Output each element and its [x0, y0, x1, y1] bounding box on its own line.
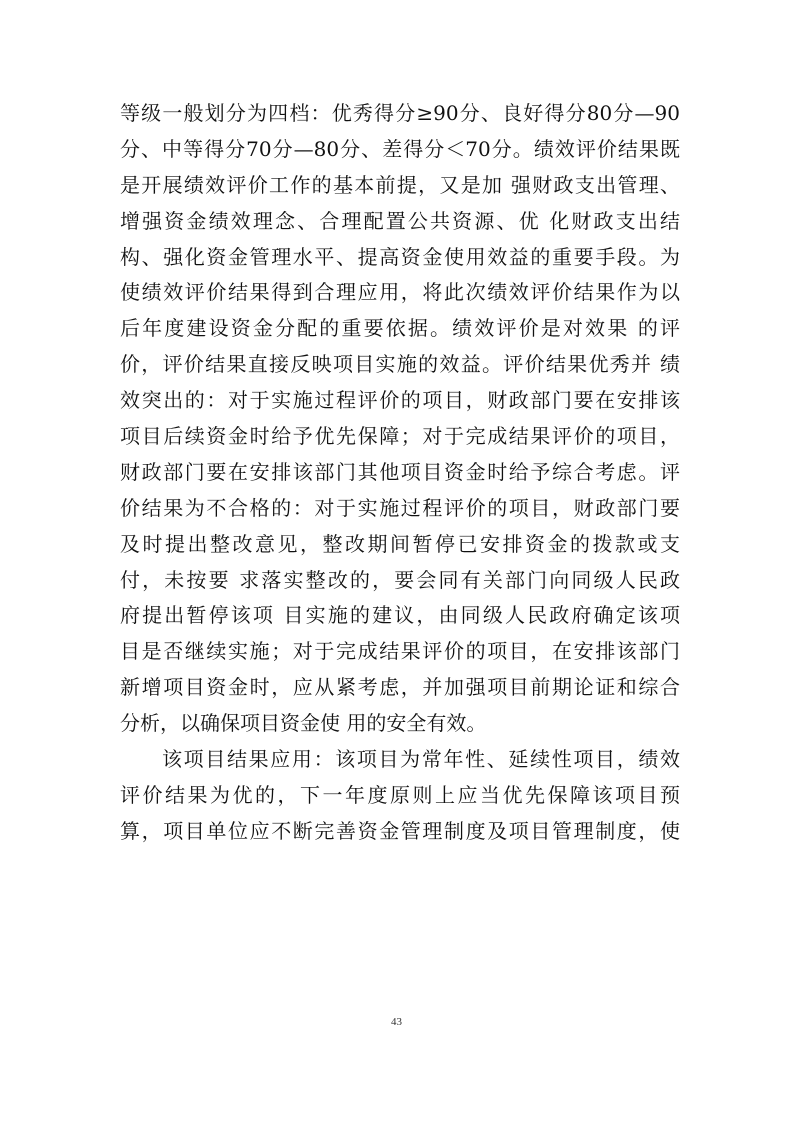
- text-line: 使绩效评价结果得到合理应用，将此次绩效评价结果作为以: [120, 280, 680, 305]
- page-number: 43: [391, 1016, 402, 1028]
- text-line: 后年度建设资金分配的重要依据。绩效评价是对效果 的评: [120, 316, 680, 341]
- text-line: 增强资金绩效理念、合理配置公共资源、优 化财政支出结: [120, 208, 680, 233]
- text-line: 价，评价结果直接反映项目实施的效益。评价结果优秀并 绩: [120, 352, 680, 377]
- text-line: 目是否继续实施；对于完成结果评价的项目，在安排该部门: [120, 639, 680, 664]
- body-text: [120, 96, 680, 850]
- text-line: 分析，以确保项目资金使 用的安全有效。: [120, 711, 487, 736]
- text-line: 效突出的：对于实施过程评价的项目，财政部门要在安排该: [120, 388, 680, 413]
- text-line: 算，项目单位应不断完善资金管理制度及项目管理制度，使: [120, 818, 680, 843]
- paragraph-evaluation-grades: [120, 96, 680, 742]
- text-line: 评价结果为优的，下一年度原则上应当优先保障该项目预: [120, 782, 680, 807]
- text-line: 付，未按要 求落实整改的，要会同有关部门向同级人民政: [120, 567, 680, 592]
- text-line: 分、中等得分70分—80分、差得分＜70分。绩效评价结果既: [120, 136, 680, 161]
- paragraph-result-application: [120, 742, 680, 850]
- text-line: 新增项目资金时，应从紧考虑，并加强项目前期论证和综合: [120, 675, 680, 700]
- text-line: 是开展绩效评价工作的基本前提，又是加 强财政支出管理、: [120, 172, 680, 197]
- text-line: 财政部门要在安排该部门其他项目资金时给予综合考虑。评: [120, 459, 680, 484]
- text-line: 该项目结果应用：该项目为常年性、延续性项目，绩效: [162, 747, 680, 772]
- text-line: 及时提出整改意见，整改期间暂停已安排资金的拨款或支: [120, 531, 680, 556]
- text-line: 等级一般划分为四档：优秀得分≥90分、良好得分80分—90: [120, 101, 680, 125]
- text-line: 府提出暂停该项 目实施的建议，由同级人民政府确定该项: [120, 603, 680, 628]
- text-line: 价结果为不合格的：对于实施过程评价的项目，财政部门要: [120, 495, 680, 520]
- text-line: 构、强化资金管理水平、提高资金使用效益的重要手段。为: [120, 244, 680, 269]
- text-line: 项目后续资金时给予优先保障；对于完成结果评价的项目，: [120, 424, 680, 449]
